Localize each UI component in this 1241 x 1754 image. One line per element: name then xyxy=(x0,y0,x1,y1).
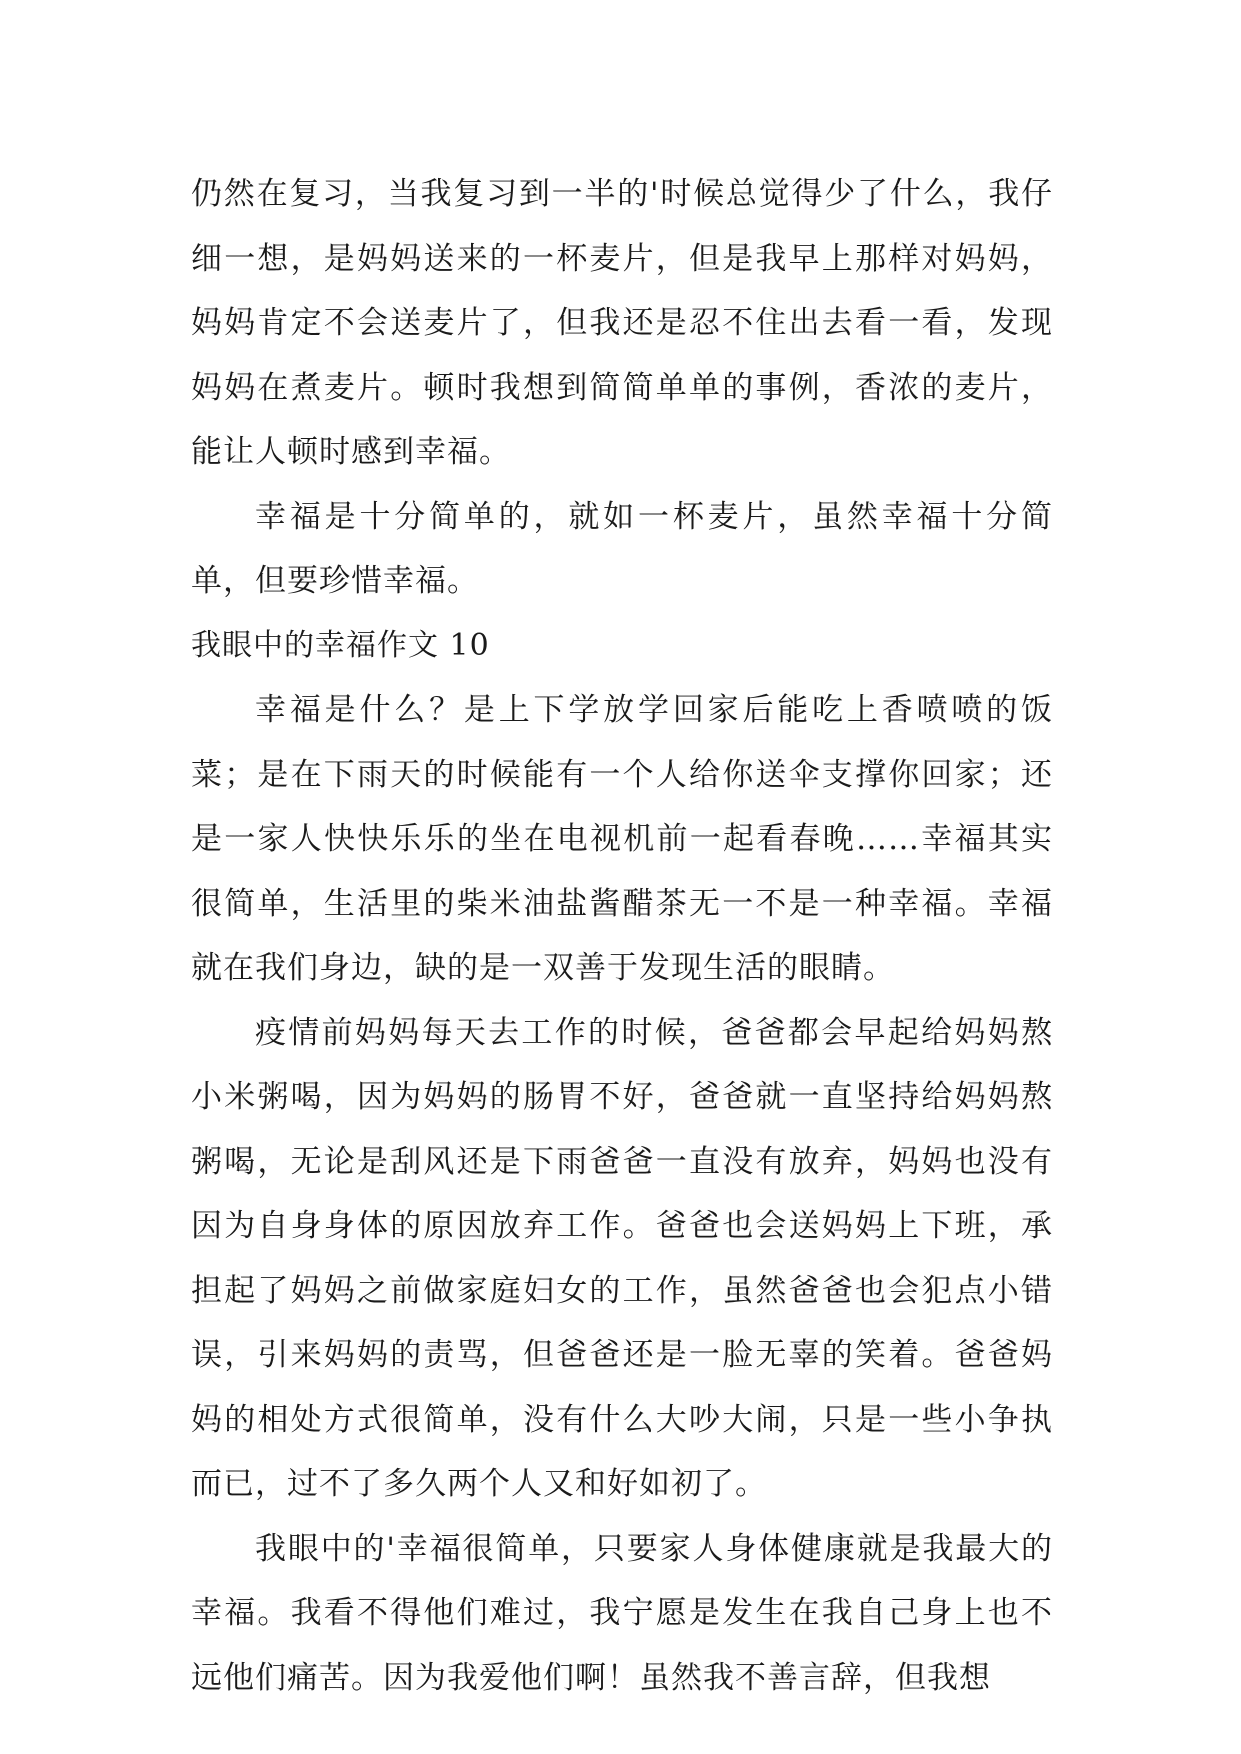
paragraph-body: 疫情前妈妈每天去工作的时候，爸爸都会早起给妈妈熬小米粥喝，因为妈妈的肠胃不好，爸爸就一直坚持给妈妈熬粥喝，无论是刮风还是下雨爸爸一直没有放弃，妈妈也没有因为自身身体的原因放弃工作。爸爸也会送妈妈上下班，承担起了妈妈之前做家庭妇女的工作，虽然爸爸也会犯点小错误，引来妈妈的责骂，但爸爸还是一脸无辜的笑着。爸爸妈妈的相处方式很简单，没有什么大吵大闹，只是一些小争执而已，过不了多久两个人又和好如初了。 xyxy=(191,1014,1053,1502)
essay-heading: 我眼中的幸福作文 10 xyxy=(191,627,490,663)
paragraph-continued: 仍然在复习，当我复习到一半的'时候总觉得少了什么，我仔细一想，是妈妈送来的一杯麦片，但是我早上那样对妈妈，妈妈肯定不会送麦片了，但我还是忍不住出去看一看，发现妈妈在煮麦片。顿时我想到简简单单的事例，香浓的麦片，能让人顿时感到幸福。 xyxy=(191,176,1053,470)
document-body xyxy=(191,162,1053,1710)
paragraph-closing: 我眼中的'幸福很简单，只要家人身体健康就是我最大的幸福。我看不得他们难过，我宁愿是发生在我自己身上也不远他们痛苦。因为我爱他们啊！虽然我不善言辞，但我想 xyxy=(191,1530,1053,1696)
paragraph-intro: 幸福是什么？是上下学放学回家后能吃上香喷喷的饭菜；是在下雨天的时候能有一个人给你送伞支撑你回家；还是一家人快快乐乐的坐在电视机前一起看春晚……幸福其实很简单，生活里的柴米油盐酱醋茶无一不是一种幸福。幸福就在我们身边，缺的是一双善于发现生活的眼睛。 xyxy=(191,692,1053,986)
paragraph-conclusion: 幸福是十分简单的，就如一杯麦片，虽然幸福十分简单，但要珍惜幸福。 xyxy=(191,498,1053,599)
